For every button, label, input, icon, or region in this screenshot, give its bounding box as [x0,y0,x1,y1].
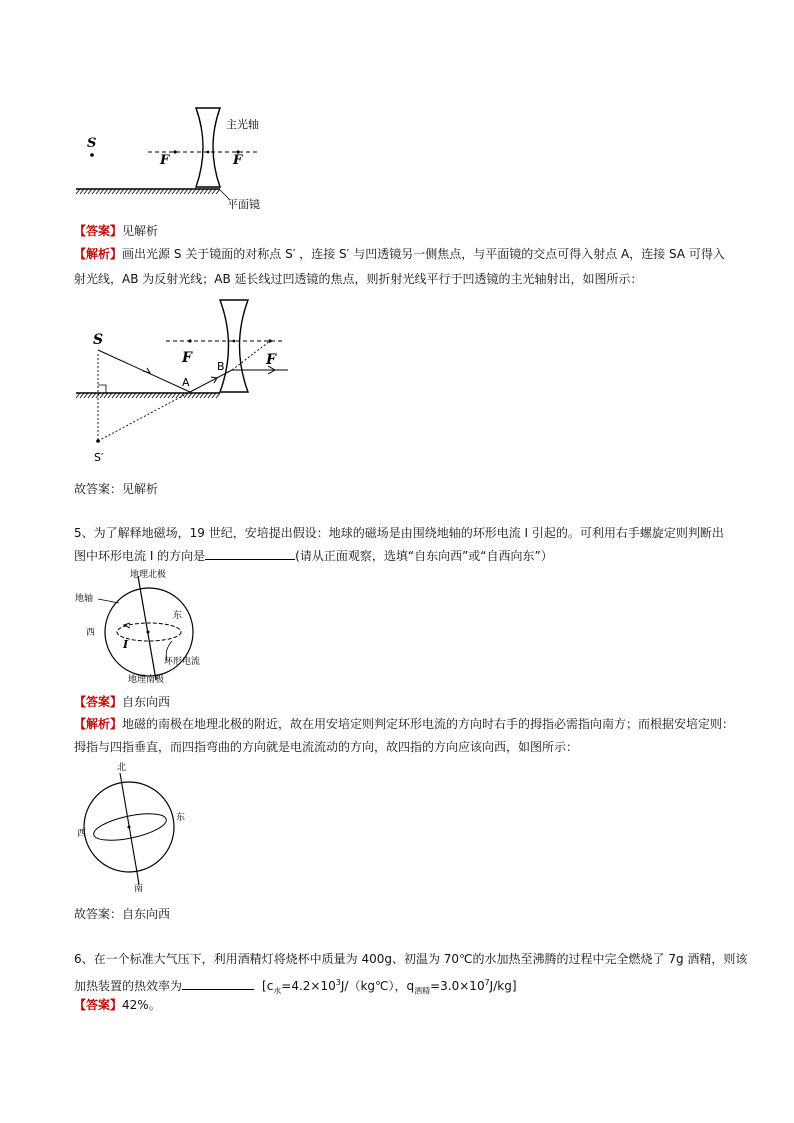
q5-answer-blank[interactable] [205,547,295,560]
q4-analysis-line1: 【解析】画出光源 S 关于镜面的对称点 S′ ，连接 S′ 与凹透镜另一侧焦点，与平面镜的交点可得入射点 A，连接 SA 可得入 [74,247,725,261]
north-label: 北 [117,763,127,773]
q5-analysis-line2: 拇指与四指垂直，而四指弯曲的方向就是电流流动的方向，故四指的方向应该向西，如图所示： [74,740,579,754]
concave-lens [196,108,220,187]
q5-question-line1: 5、为了解释地磁场，19 世纪，安培提出假设：地球的磁场是由围绕地轴的环形电流 I 引起的。可利用右手螺旋定则判断出 [74,526,724,540]
south-pole-label: 地理南极 [128,675,165,685]
earth-axis [120,773,139,884]
focus-right-label: F [233,153,243,168]
q6-answer: 【答案】42%。 [74,998,161,1012]
figure-earth-ring-current [72,568,232,686]
q4-answer: 【答案】见解析 [74,224,159,238]
q4-final-answer: 故答案：见解析 [74,482,159,496]
focus-left-dot [173,150,176,153]
q5-analysis-line1: 【解析】地磁的南极在地理北极的附近，故在用安培定则判定环形电流的方向时右手的拇指必需指向南方；而根据安培定则： [74,717,735,731]
earth-center [147,631,150,634]
q5-question-line2: 图中环形电流 I 的方向是 (请从正面观察，选填“自东向西”或“自西向东”） [74,549,553,563]
figure-lens-mirror-problem [70,100,280,215]
focus-right-label: F [266,352,276,368]
ring-current-label: 环形电流 [164,657,201,667]
point-S-prime-label: S′ [94,451,104,464]
lens-center-dot [207,151,210,154]
reflected-ray-extension [232,341,270,370]
east-label: 东 [176,813,186,823]
q6-question-line1: 6、在一个标准大气压下，利用酒精灯将烧杯中质量为 400g、初温为 70℃的水加热至沸腾的过程中完全燃烧了 7g 酒精，则该 [74,952,748,966]
south-label: 南 [134,884,144,894]
current-symbol: I [123,638,129,651]
point-S-label: S [87,136,97,151]
east-label: 东 [173,611,183,621]
current-direction-arrow [124,623,130,628]
west-label: 西 [77,829,87,839]
axis-pointer [98,599,119,603]
lens-center-dot [233,340,236,343]
q5-answer: 【答案】自东向西 [74,695,171,709]
focus-left-dot [188,339,191,342]
virtual-ray [98,392,190,441]
right-angle-mark [98,385,106,393]
point-B-label: B [217,360,225,373]
north-pole-label: 地理北极 [130,570,167,580]
earth-center [128,826,131,829]
point-S [90,153,94,157]
focus-left-label: F [160,153,170,168]
focus-left-label: F [182,350,192,366]
q5-final-answer: 故答案：自东向西 [74,907,171,921]
point-S-label: S [93,332,104,348]
q6-answer-blank[interactable] [182,977,254,990]
q4-analysis-line2: 射光线，AB 为反射光线；AB 延长线过凹透镜的焦点，则折射光线平行于凹透镜的主光轴射出，如图所示： [74,272,643,286]
main-axis-label: 主光轴 [226,118,259,131]
mirror-label: 平面镜 [227,198,260,211]
figure-lens-mirror-solution [70,298,310,468]
q6-question-line2: 加热装置的热效率为 [$c_水=4.2\times 10^3J/(kg℃)$，$q_{酒精}=3.0\times 10^7J/kg$] [74,978,517,996]
earth-axis [138,576,156,680]
reflected-ray [190,370,232,392]
west-label: 西 [86,628,96,638]
figure-earth-solution [72,757,202,897]
concave-lens [220,300,248,392]
axis-label: 地轴 [75,594,94,604]
point-A-label: A [182,376,190,389]
